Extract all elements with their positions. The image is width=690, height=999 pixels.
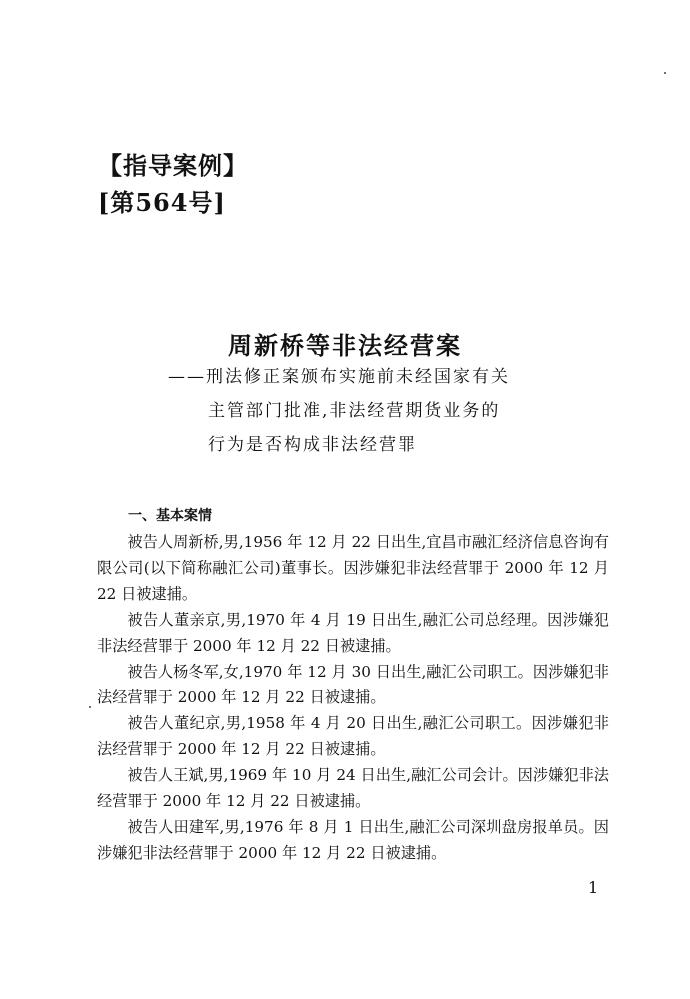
paragraph: 被告人王斌,男,1969 年 10 月 24 日出生,融汇公司会计。因涉嫌犯非法经营罪于 2000 年 12 月 22 日被逮捕。 xyxy=(97,766,609,811)
scan-speck xyxy=(664,72,666,74)
section-heading: 一、基本案情 xyxy=(128,508,212,524)
paragraph: 被告人田建军,男,1976 年 8 月 1 日出生,融汇公司深圳盘房报单员。因涉嫌犯非法经营罪于 2000 年 12 月 22 日被逮捕。 xyxy=(97,817,609,862)
case-number-label: [第564号] xyxy=(98,188,226,217)
subtitle-line-2: 主管部门批准,非法经营期货业务的 xyxy=(208,401,501,421)
paragraph: 被告人周新桥,男,1956 年 12 月 22 日出生,宜昌市融汇经济信息咨询有限公司(以下简称融汇公司)董事长。因涉嫌犯非法经营罪于 2000 年 12 月 22 日被逮捕。 xyxy=(97,533,609,603)
paragraph: 被告人董纪京,男,1958 年 4 月 20 日出生,融汇公司职工。因涉嫌犯非法经营罪于 2000 年 12 月 22 日被逮捕。 xyxy=(97,714,609,759)
case-title: 周新桥等非法经营案 xyxy=(228,331,462,360)
paragraph: 被告人董亲京,男,1970 年 4 月 19 日出生,融汇公司总经理。因涉嫌犯非法经营罪于 2000 年 12 月 22 日被逮捕。 xyxy=(97,610,609,655)
scan-speck xyxy=(89,706,91,708)
page-number: 1 xyxy=(588,878,599,897)
guide-case-label: 【指导案例】 xyxy=(98,152,248,180)
subtitle-line-3: 行为是否构成非法经营罪 xyxy=(208,435,417,455)
case-facts-body xyxy=(97,530,609,867)
subtitle-line-1: ——刑法修正案颁布实施前未经国家有关 xyxy=(168,367,510,387)
paragraph: 被告人杨冬军,女,1970 年 12 月 30 日出生,融汇公司职工。因涉嫌犯非法经营罪于 2000 年 12 月 22 日被逮捕。 xyxy=(97,662,609,707)
